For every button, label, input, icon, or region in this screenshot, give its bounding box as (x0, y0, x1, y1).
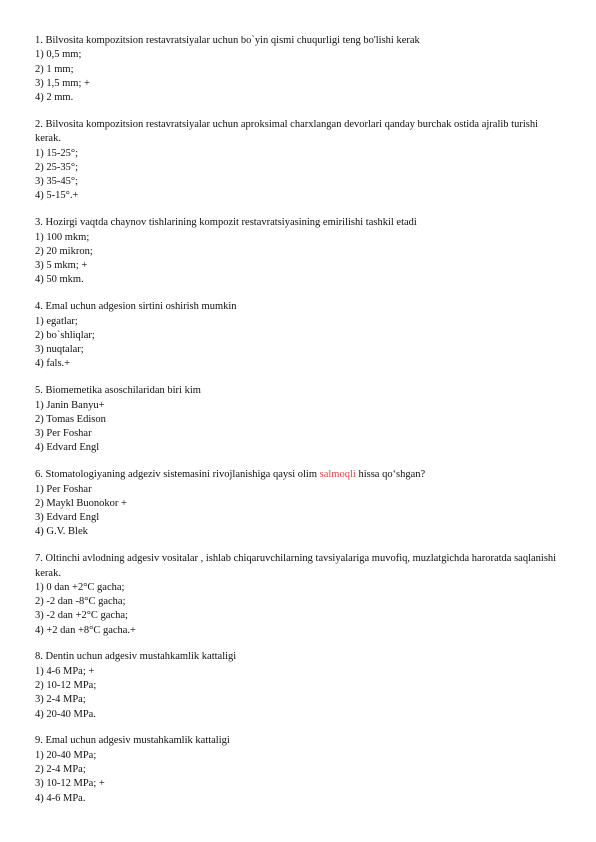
answer-option: 1) 0,5 mm; (35, 49, 82, 61)
question-text: 2. Bilvosita kompozitsion restavratsiyalar uchun aproksimal charxlangan devorlari qanday burchak ostida ajralib turishi kerak. (35, 118, 538, 145)
question-9 (35, 734, 565, 805)
highlighted-word: salmoqli (319, 469, 356, 481)
answer-option: 4) +2 dan +8°C gacha.+ (35, 624, 136, 636)
question-text: 1. Bilvosita kompozitsion restavratsiyalar uchun bo`yin qismi chuqurligi teng bo'lishi kerak (35, 35, 420, 46)
answer-option: 1) 4-6 MPa; + (35, 665, 95, 677)
answer-option: 2) Tomas Edison (35, 413, 106, 425)
answer-option: 1) egatlar; (35, 315, 78, 327)
question-text: 5. Biomemetika asoschilaridan biri kim (35, 385, 201, 397)
answer-option: 2) 1 mm; (35, 63, 74, 75)
question-4 (35, 300, 565, 371)
question-text: 4. Emal uchun adgesion sirtini oshirish mumkin (35, 301, 237, 313)
question-2 (35, 118, 565, 204)
answer-option: 1) 0 dan +2°C gacha; (35, 581, 125, 593)
answer-option: 4) G.V. Blek (35, 526, 88, 538)
answer-option: 3) Edvard Engl (35, 512, 100, 524)
answer-option: 1) 100 mkm; (35, 231, 90, 243)
answer-option: 4) 20-40 MPa. (35, 708, 96, 720)
answer-option: 4) 2 mm. (35, 92, 74, 104)
question-text: 7. Oltinchi avlodning adgesiv vositalar , ishlab chiqaruvchilarning tavsiyalariga muvofiq, muzlatgichda haroratda saqlanishi kerak. (35, 553, 557, 579)
document-content (35, 34, 565, 818)
answer-option: 2) 20 mikron; (35, 245, 93, 257)
answer-option: 3) 35-45°; (35, 176, 78, 188)
answer-option: 1) 20-40 MPa; (35, 749, 97, 761)
question-text (35, 468, 565, 482)
question-3 (35, 216, 565, 287)
question-7 (35, 552, 565, 638)
answer-option: 1) 15-25°; (35, 147, 78, 159)
answer-option: 2) 10-12 MPa; (35, 680, 97, 692)
answer-option: 1) Per Foshar (35, 483, 92, 495)
answer-option: 3) nuqtalar; (35, 344, 84, 356)
answer-option: 4) fals.+ (35, 358, 71, 370)
answer-option: 3) 10-12 MPa; + (35, 778, 105, 790)
answer-option: 4) Edvard Engl (35, 442, 100, 454)
answer-option: 4) 5-15°.+ (35, 190, 79, 202)
answer-option: 3) Per Foshar (35, 428, 92, 440)
answer-option: 1) Janin Banyu+ (35, 399, 105, 411)
answer-option: 2) Maykl Buonokor + (35, 497, 127, 509)
question-5 (35, 384, 565, 455)
answer-option: 2) bo`shliqlar; (35, 329, 95, 341)
question-text: 9. Emal uchun adgesiv mustahkamlik kattaligi (35, 735, 230, 747)
question-text: 8. Dentin uchun adgesiv mustahkamlik kattaligi (35, 651, 237, 663)
answer-option: 4) 4-6 MPa. (35, 792, 86, 804)
answer-option: 3) 2-4 MPa; (35, 694, 86, 706)
answer-option: 3) 1,5 mm; + (35, 77, 90, 89)
answer-option: 4) 50 mkm. (35, 274, 84, 286)
question-8 (35, 650, 565, 721)
question-1 (35, 34, 565, 105)
question-text: 3. Hozirgi vaqtda chaynov tishlarining kompozit restavratsiyasining emirilishi tashkil etadi (35, 217, 417, 229)
answer-option: 2) 2-4 MPa; (35, 764, 86, 776)
answer-option: 2) 25-35°; (35, 161, 78, 173)
answer-option: 3) 5 mkm; + (35, 260, 88, 272)
question-text-end: hissa qo‘shgan? (355, 469, 426, 481)
question-text-start: 6. Stomatologiyaning adgeziv sistemasini rivojlanishiga qaysi olim (35, 469, 320, 481)
answer-option: 2) -2 dan -8°C gacha; (35, 596, 126, 608)
question-6 (35, 468, 565, 539)
answer-option: 3) -2 dan +2°C gacha; (35, 610, 128, 622)
